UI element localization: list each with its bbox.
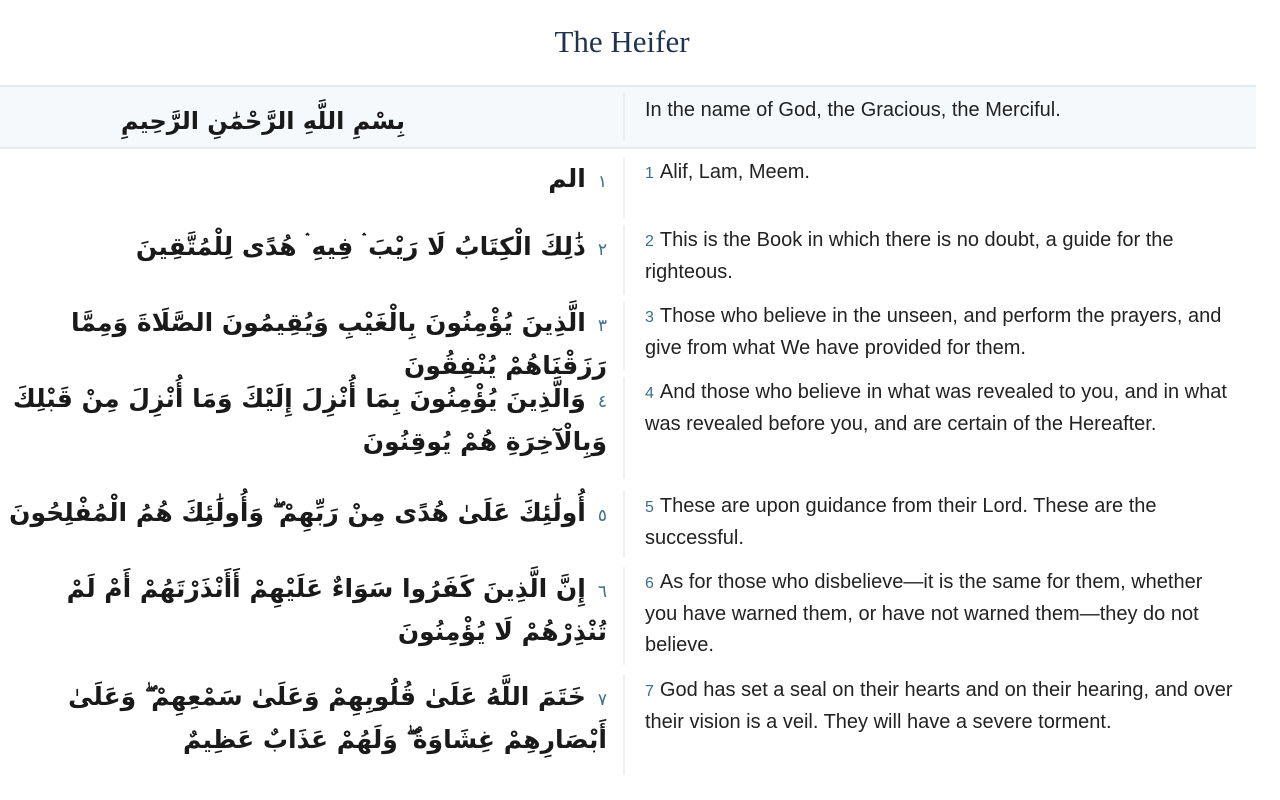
verse-number-arabic: ٣ [597,316,607,336]
verse-translation [623,225,1256,295]
verse-row-3 [0,301,1256,380]
verse-arabic-text: وَالَّذِينَ يُؤْمِنُونَ بِمَا أُنْزِلَ إِلَيْكَ وَمَا أُنْزِلَ مِنْ قَبْلِكَ وَبِالْآخِرَةِ هُمْ يُوقِنُونَ [12,384,607,456]
verse-translation [623,157,1256,219]
verse-number-arabic: ٦ [597,582,607,602]
verse-translation [623,301,1256,371]
verse-translation-text: Alif, Lam, Meem. [659,161,810,183]
verse-number-arabic: ٧ [597,690,607,710]
verse-row-7 [0,675,1256,775]
verse-arabic-text: الَّذِينَ يُؤْمِنُونَ بِالْغَيْبِ وَيُقِيمُونَ الصَّلَاةَ وَمِمَّا رَزَقْنَاهُمْ يُنْفِقُونَ [70,308,607,380]
verse-number: 3 [645,309,654,326]
verse-arabic [0,675,623,775]
verse-row-6 [0,567,1256,665]
bismillah-arabic: بِسْمِ اللَّهِ الرَّحْمَٰنِ الرَّحِيمِ [120,107,405,135]
verse-number-arabic: ٤ [597,392,607,412]
verse-translation [623,377,1256,479]
verse-number: 6 [645,575,654,592]
verse-number-arabic: ١ [597,172,607,192]
verse-arabic [0,301,623,380]
verse-number-arabic: ٢ [597,240,607,260]
verse-translation-text: These are upon guidance from their Lord. These are the successful. [645,495,1157,549]
bismillah-translation [623,93,1256,141]
verse-arabic-text: ذَٰلِكَ الْكِتَابُ لَا رَيْبَ ۛ فِيهِ ۛ هُدًى لِلْمُتَّقِينَ [135,232,586,261]
verse-number: 1 [645,165,654,182]
verse-arabic [0,567,623,665]
verse-row-2 [0,225,1256,295]
verse-number: 7 [645,683,654,700]
bismillah-row [0,85,1256,149]
verse-row-5 [0,491,1256,557]
verse-arabic-text: خَتَمَ اللَّهُ عَلَىٰ قُلُوبِهِمْ وَعَلَىٰ سَمْعِهِمْ ۖ وَعَلَىٰ أَبْصَارِهِمْ غِشَاوَةٌ ۖ وَلَهُمْ عَذَابٌ عَظِيمٌ [68,682,607,754]
verse-translation-text: Those who believe in the unseen, and perform the prayers, and give from what We have provided for them. [645,305,1222,359]
verse-row-4 [0,377,1256,479]
verse-arabic [0,377,623,479]
verse-translation [623,567,1256,665]
verse-translation [623,675,1256,775]
verse-arabic [0,225,623,295]
verse-translation-text: And those who believe in what was revealed to you, and in what was revealed before you, and are certain of the Hereafter. [645,381,1227,435]
verse-row-1 [0,157,1256,219]
verse-table [0,85,1256,775]
verse-arabic-text: أُولَٰئِكَ عَلَىٰ هُدًى مِنْ رَبِّهِمْ ۖ وَأُولَٰئِكَ هُمُ الْمُفْلِحُونَ [9,498,586,527]
verse-number: 5 [645,499,654,516]
verse-translation-text: This is the Book in which there is no doubt, a guide for the righteous. [645,229,1174,283]
verse-translation-text: God has set a seal on their hearts and on their hearing, and over their vision is a veil. They will have a severe torment. [645,679,1233,733]
verse-translation-text: As for those who disbelieve—it is the same for them, whether you have warned them, or have not warned them—they do not believe. [645,571,1203,656]
verse-arabic-text: إِنَّ الَّذِينَ كَفَرُوا سَوَاءٌ عَلَيْهِمْ أَأَنْذَرْتَهُمْ أَمْ لَمْ تُنْذِرْهُمْ لَا يُؤْمِنُونَ [66,574,607,646]
verse-number-arabic: ٥ [597,506,607,526]
page-title: The Heifer [554,24,690,59]
verse-translation [623,491,1256,557]
verse-number: 4 [645,385,654,402]
verse-number: 2 [645,233,654,250]
verse-arabic [0,491,623,557]
verse-arabic [0,157,623,219]
bismillah-translation-text: In the name of God, the Gracious, the Merciful. [645,99,1061,121]
verse-arabic-text: الم [548,164,586,193]
